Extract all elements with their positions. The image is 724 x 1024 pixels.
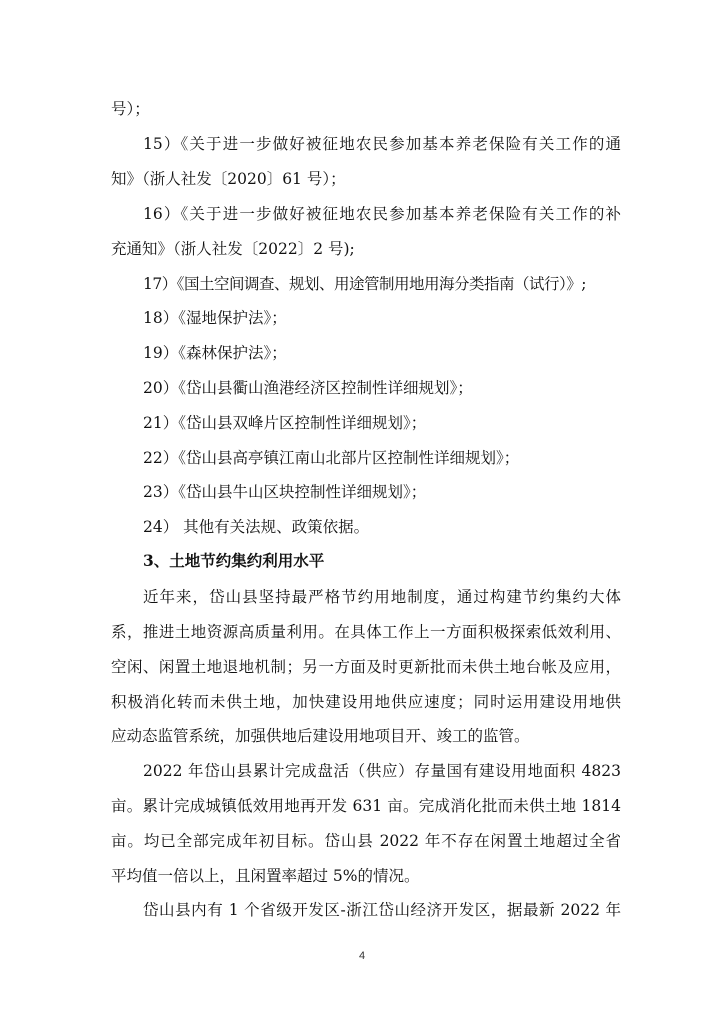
section-heading: 3、土地节约集约利用水平 bbox=[143, 551, 325, 570]
list-item-16: 16）《关于进一步做好被征地农民参加基本养老保险有关工作的补 bbox=[143, 205, 621, 223]
list-item-23: 23）《岱山县牛山区块控制性详细规划》； bbox=[143, 483, 427, 501]
text-line: 号）； bbox=[111, 100, 150, 118]
paragraph-line: 亩。均已全部完成年初目标。岱山县 2022 年不存在闲置土地超过全省 bbox=[111, 832, 621, 850]
paragraph-line: 亩。累计完成城镇低效用地再开发 631 亩。完成消化批而未供土地 1814 bbox=[111, 797, 621, 815]
paragraph-line: 积极消化转而未供土地，加快建设用地供应速度；同时运用建设用地供 bbox=[111, 693, 621, 711]
list-item-20: 20）《岱山县衢山渔港经济区控制性详细规划》； bbox=[143, 379, 473, 397]
list-item-15: 15）《关于进一步做好被征地农民参加基本养老保险有关工作的通 bbox=[143, 135, 621, 153]
paragraph-line: 系，推进土地资源高质量利用。在具体工作上一方面积极探索低效利用、 bbox=[111, 623, 621, 641]
paragraph-line: 空闲、闲置土地退地机制；另一方面及时更新批而未供土地台帐及应用， bbox=[111, 658, 621, 676]
list-item-19: 19）《森林保护法》； bbox=[143, 344, 287, 362]
paragraph-line: 应动态监管系统，加强供地后建设用地项目开、竣工的监管。 bbox=[111, 727, 530, 745]
text-line: 知》（浙人社发〔2020〕61 号）； bbox=[111, 170, 346, 188]
text-line: 充通知》（浙人社发〔2022〕2 号); bbox=[111, 240, 355, 258]
list-item-18: 18）《湿地保护法》； bbox=[143, 309, 287, 327]
page-number: 4 bbox=[358, 950, 366, 962]
paragraph-line: 近年来，岱山县坚持最严格节约用地制度，通过构建节约集约大体 bbox=[143, 588, 621, 606]
list-item-21: 21）《岱山县双峰片区控制性详细规划》； bbox=[143, 414, 427, 432]
list-item-22: 22）《岱山县高亭镇江南山北部片区控制性详细规划》； bbox=[143, 449, 520, 467]
list-item-24: 24） 其他有关法规、政策依据。 bbox=[143, 518, 370, 536]
paragraph-line: 2022 年岱山县累计完成盘活（供应）存量国有建设用地面积 4823 bbox=[143, 762, 621, 780]
paragraph-line: 岱山县内有 1 个省级开发区-浙江岱山经济开发区，据最新 2022 年 bbox=[143, 901, 621, 919]
paragraph-line: 平均值一倍以上，且闲置率超过 5%的情况。 bbox=[111, 867, 420, 885]
list-item-17: 17）《国土空间调查、规划、用途管制用地用海分类指南（试行）》; bbox=[143, 275, 586, 293]
